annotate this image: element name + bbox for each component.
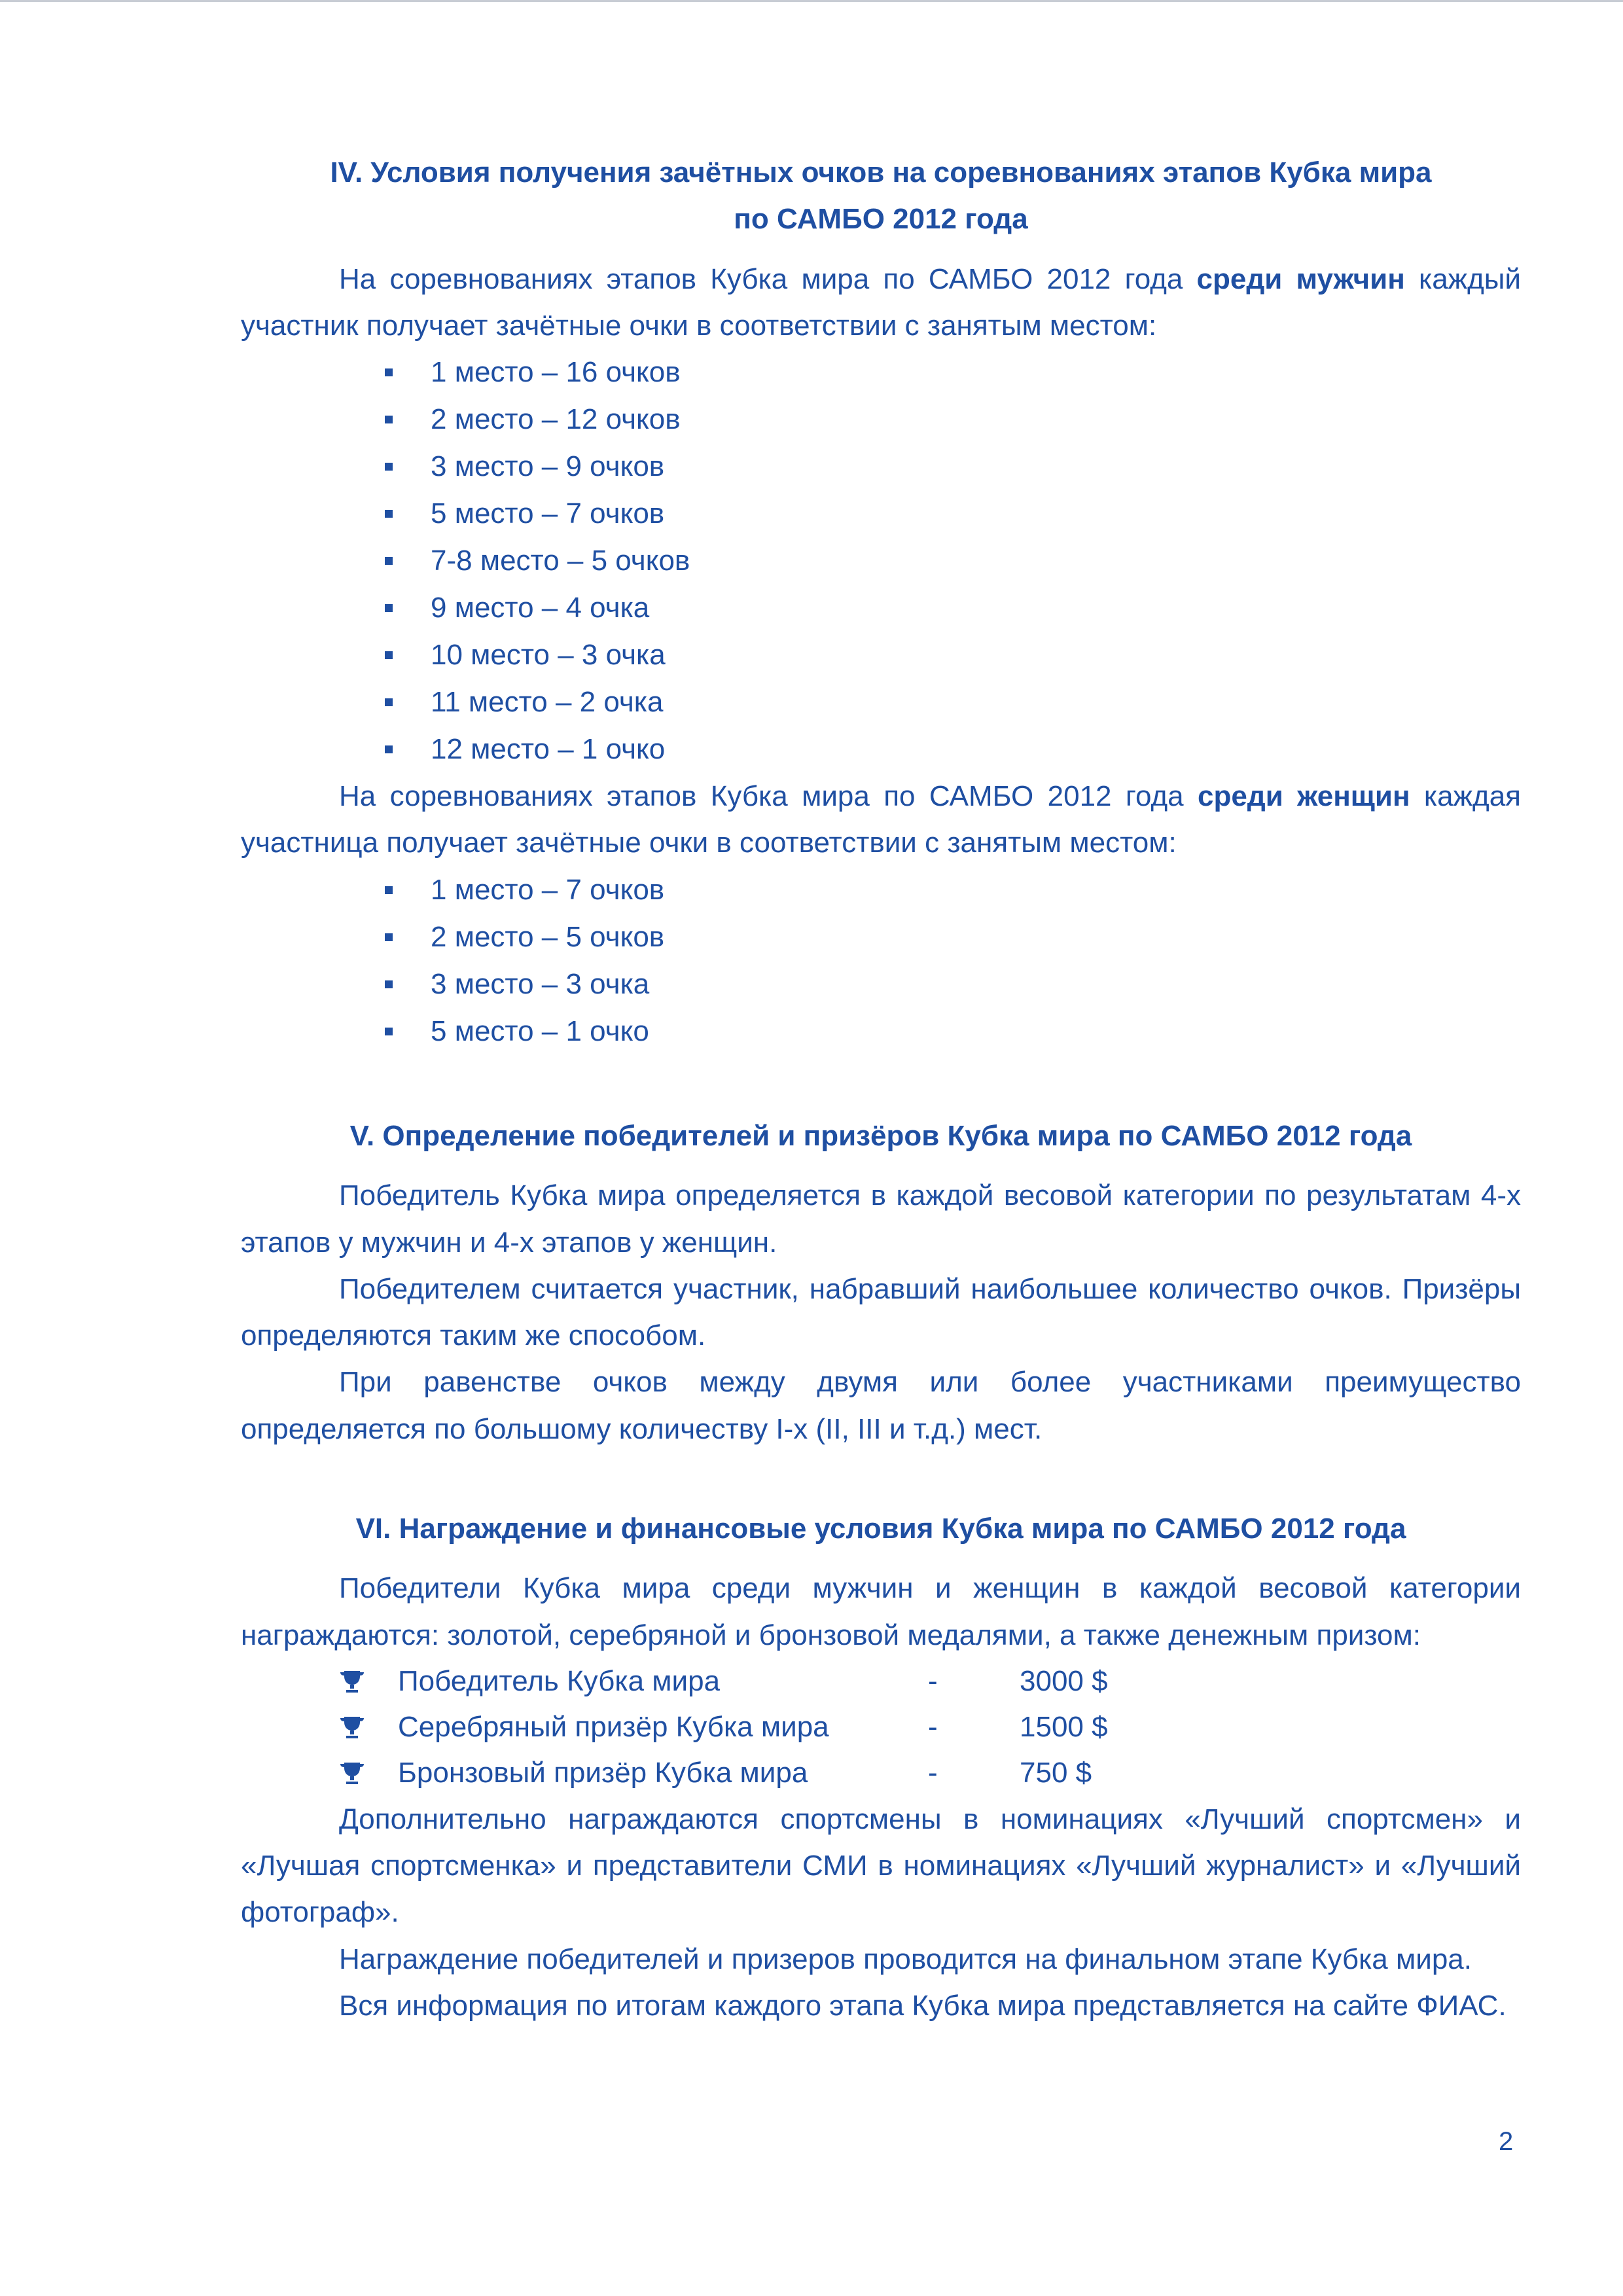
- men-points-list: [241, 349, 1521, 773]
- prize-dash: -: [928, 1710, 938, 1743]
- list-item-text: 3 место – 9 очков: [431, 450, 665, 483]
- women-points-list: [241, 867, 1521, 1055]
- women-intro-paragraph: [241, 773, 1521, 867]
- list-item: [385, 537, 1521, 584]
- prize-name: Серебряный призёр Кубка мира: [398, 1710, 829, 1743]
- section-6-para-2: Дополнительно награждаются спортсмены в номинациях «Лучший спортсмен» и «Лучшая спортсменка» и представители СМИ в номинациях «Лучший журналист» и «Лучший фотограф».: [241, 1803, 1521, 1929]
- women-intro-text-end: каждая участница получает зачётные очки в соответствии с занятым местом:: [241, 780, 1521, 859]
- list-item-text: 9 место – 4 очка: [431, 592, 650, 624]
- men-intro-bold: среди мужчин: [1196, 262, 1405, 295]
- prize-name: Победитель Кубка мира: [398, 1664, 721, 1697]
- prize-dash: -: [928, 1756, 938, 1789]
- prize-amount: 3000 $: [1020, 1664, 1108, 1697]
- list-item: [385, 443, 1521, 490]
- bullet-square-icon: [385, 886, 393, 894]
- list-item: [385, 349, 1521, 396]
- bullet-square-icon: [385, 980, 393, 988]
- prize-amount: 750 $: [1020, 1756, 1092, 1789]
- list-item: [385, 490, 1521, 537]
- scan-edge-line: [0, 0, 1623, 2]
- prize-dash: -: [928, 1664, 938, 1697]
- section-4-title-line2: по САМБО 2012 года: [734, 203, 1028, 236]
- men-intro-paragraph: [241, 256, 1521, 350]
- list-item: [385, 1008, 1521, 1055]
- section-5: [241, 1113, 1521, 1452]
- section-5-para-3: При равенстве очков между двумя или более участниками преимущество определяется по большому количеству I-х (II, III и т.д.) мест.: [241, 1366, 1521, 1445]
- section-5-title: V. Определение победителей и призёров Кубка мира по САМБО 2012 года: [349, 1120, 1412, 1152]
- bullet-square-icon: [385, 463, 393, 471]
- list-item-text: 5 место – 7 очков: [431, 497, 665, 530]
- prize-row: [241, 1750, 1521, 1796]
- bullet-square-icon: [385, 510, 393, 518]
- men-intro-text: На соревнованиях этапов Кубка мира по САМБО 2012 года: [339, 262, 1197, 295]
- trophy-icon: [339, 1659, 398, 1704]
- women-intro-text: На соревнованиях этапов Кубка мира по САМБО 2012 года: [339, 780, 1198, 813]
- list-item-text: 12 место – 1 очко: [431, 733, 666, 766]
- list-item-text: 1 место – 7 очков: [431, 873, 665, 906]
- prize-row: [241, 1704, 1521, 1750]
- prize-amount: 1500 $: [1020, 1710, 1108, 1743]
- list-item: [385, 584, 1521, 632]
- section-5-para-1: Победитель Кубка мира определяется в каждой весовой категории по результатам 4-х этапов у мужчин и 4-х этапов у женщин.: [241, 1179, 1521, 1259]
- list-item: [385, 632, 1521, 679]
- section-4-title-line1: IV. Условия получения зачётных очков на соревнованиях этапов Кубка мира: [330, 156, 1432, 188]
- list-item: [385, 396, 1521, 443]
- men-intro-text-end: каждый участник получает зачётные очки в соответствии с занятым местом:: [241, 262, 1521, 342]
- list-item-text: 5 место – 1 очко: [431, 1014, 649, 1047]
- section-6-para-1: Победители Кубка мира среди мужчин и женщин в каждой весовой категории награждаются: золотой, серебряной и бронзовой медалями, а также денежным призом:: [241, 1572, 1521, 1651]
- bullet-square-icon: [385, 651, 393, 659]
- list-item-text: 11 место – 2 очка: [431, 686, 664, 719]
- list-item-text: 1 место – 16 очков: [431, 356, 681, 389]
- list-item: [385, 726, 1521, 773]
- list-item: [385, 914, 1521, 961]
- list-item-text: 3 место – 3 очка: [431, 967, 650, 1000]
- list-item: [385, 679, 1521, 726]
- bullet-square-icon: [385, 557, 393, 565]
- section-6-title: VI. Награждение и финансовые условия Кубка мира по САМБО 2012 года: [355, 1513, 1406, 1545]
- bullet-square-icon: [385, 1028, 393, 1035]
- list-item: [385, 961, 1521, 1008]
- page-number: 2: [1499, 2127, 1514, 2156]
- section-6-para-4: Вся информация по итогам каждого этапа Кубка мира представляется на сайте ФИАС.: [339, 1989, 1507, 2022]
- list-item-text: 7-8 место – 5 очков: [431, 545, 690, 577]
- bullet-square-icon: [385, 604, 393, 612]
- bullet-square-icon: [385, 416, 393, 423]
- list-item-text: 2 место – 12 очков: [431, 403, 681, 436]
- section-6: [241, 1505, 1521, 2029]
- prize-name: Бронзовый призёр Кубка мира: [398, 1756, 808, 1789]
- bullet-square-icon: [385, 933, 393, 941]
- section-4: [241, 149, 1521, 1055]
- prize-list: [241, 1659, 1521, 1796]
- bullet-square-icon: [385, 745, 393, 753]
- section-6-para-3: Награждение победителей и призеров проводится на финальном этапе Кубка мира.: [339, 1943, 1472, 1975]
- list-item-text: 2 место – 5 очков: [431, 920, 665, 953]
- bullet-square-icon: [385, 368, 393, 376]
- prize-row: [241, 1659, 1521, 1704]
- list-item-text: 10 место – 3 очка: [431, 639, 666, 672]
- trophy-icon: [339, 1704, 398, 1750]
- section-5-para-2: Победителем считается участник, набравший наибольшее количество очков. Призёры определяются таким же способом.: [241, 1272, 1521, 1352]
- women-intro-bold: среди женщин: [1197, 780, 1410, 813]
- bullet-square-icon: [385, 698, 393, 706]
- list-item: [385, 867, 1521, 914]
- trophy-icon: [339, 1750, 398, 1796]
